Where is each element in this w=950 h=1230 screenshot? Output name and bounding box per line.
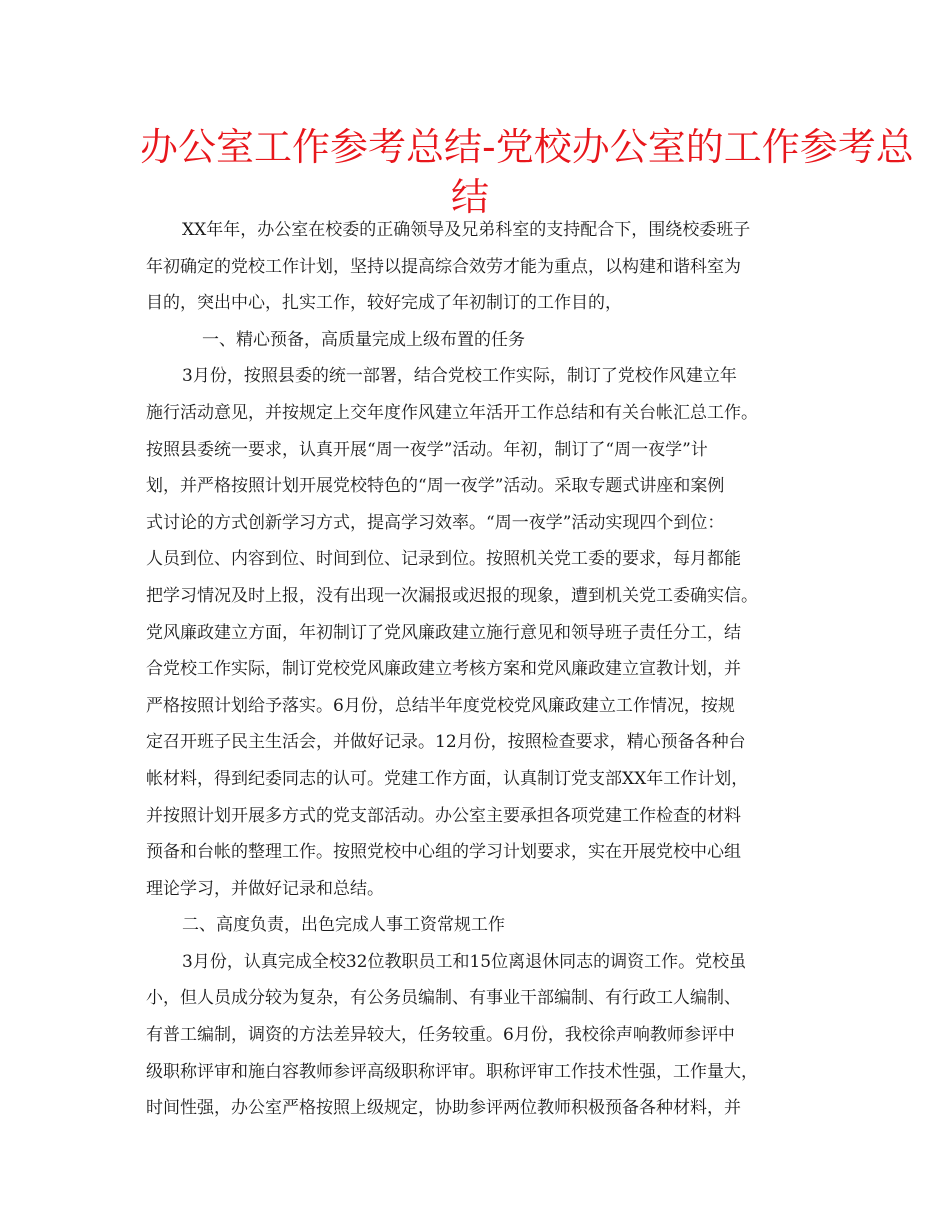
paragraph-intro — [146, 212, 806, 322]
text-line: 级职称评审和施白容教师参评高级职称评审。职称评审工作技术性强，工作量大， — [146, 1061, 758, 1082]
text-line: 并按照计划开展多方式的党支部活动。办公室主要承担各项党建工作检查的材料 — [146, 805, 741, 826]
text-line: 定召开班子民主生活会，并做好记录。12月份，按照检查要求，精心预备各种台 — [146, 732, 746, 753]
text-line: 有普工编制，调资的方法差异较大，任务较重。6月份，我校徐声响教师参评中 — [146, 1025, 735, 1046]
text-line: 预备和台帐的整理工作。按照党校中心组的学习计划要求，实在开展党校中心组 — [146, 842, 741, 863]
document-title — [140, 122, 914, 222]
text-line: 时间性强，办公室严格按照上级规定，协助参评两位教师积极预备各种材料，并 — [146, 1098, 741, 1119]
text-line: XX年年，办公室在校委的正确领导及兄弟科室的支持配合下，围绕校委班子 — [182, 220, 751, 240]
text-line: 把学习情况及时上报，没有出现一次漏报或迟报的现象，遭到机关党工委确实信。 — [146, 585, 758, 606]
text-line: 人员到位、内容到位、时间到位、记录到位。按照机关党工委的要求，每月都能 — [146, 549, 741, 570]
text-line: 划，并严格按照计划开展党校特色的“周一夜学”活动。采取专题式讲座和案例 — [146, 476, 725, 497]
text-line: 严格按照计划给予落实。6月份，总结半年度党校党风廉政建立工作情况，按规 — [146, 695, 735, 716]
text-line: 年初确定的党校工作计划，坚持以提高综合效劳才能为重点，以构建和谐科室为 — [146, 256, 741, 277]
text-line: 目的，突出中心，扎实工作，较好完成了年初制订的工作目的， — [146, 293, 622, 314]
text-line: 党风廉政建立方面，年初制订了党风廉政建立施行意见和领导班子责任分工，结 — [146, 622, 741, 643]
text-line: 3月份，认真完成全校32位教职员工和15位离退休同志的调资工作。党校虽 — [182, 951, 747, 972]
text-line: 帐材料，得到纪委同志的认可。党建工作方面，认真制订党支部XX年工作计划， — [146, 768, 749, 789]
paragraph-section-1 — [146, 358, 806, 907]
text-line: 按照县委统一要求，认真开展“周一夜学”活动。年初，制订了“周一夜学”计 — [146, 439, 708, 460]
title-line: 办公室工作参考总结-党校办公室的工作参考总 — [140, 125, 914, 169]
text-line: 式讨论的方式创新学习方式，提高学习效率。“周一夜学”活动实现四个到位： — [146, 512, 725, 533]
text-line: 施行活动意见，并按规定上交年度作风建立年活开工作总结和有关台帐汇总工作。 — [146, 402, 758, 423]
section-heading-2 — [146, 907, 806, 944]
heading-line: 二、高度负责，出色完成人事工资常规工作 — [182, 915, 505, 936]
text-line: 合党校工作实际，制订党校党风廉政建立考核方案和党风廉政建立宣教计划，并 — [146, 659, 741, 680]
paragraph-section-2 — [146, 944, 806, 1127]
text-line: 理论学习，并做好记录和总结。 — [146, 878, 384, 899]
text-line: 小，但人员成分较为复杂，有公务员编制、有事业干部编制、有行政工人编制、 — [146, 988, 741, 1009]
title-line: 结 — [450, 175, 489, 219]
heading-line: 一、精心预备，高质量完成上级布置的任务 — [202, 329, 525, 350]
section-heading-1 — [146, 322, 806, 359]
text-line: 3月份，按照县委的统一部署，结合党校工作实际，制订了党校作风建立年 — [182, 366, 737, 387]
document-body — [146, 212, 806, 1127]
